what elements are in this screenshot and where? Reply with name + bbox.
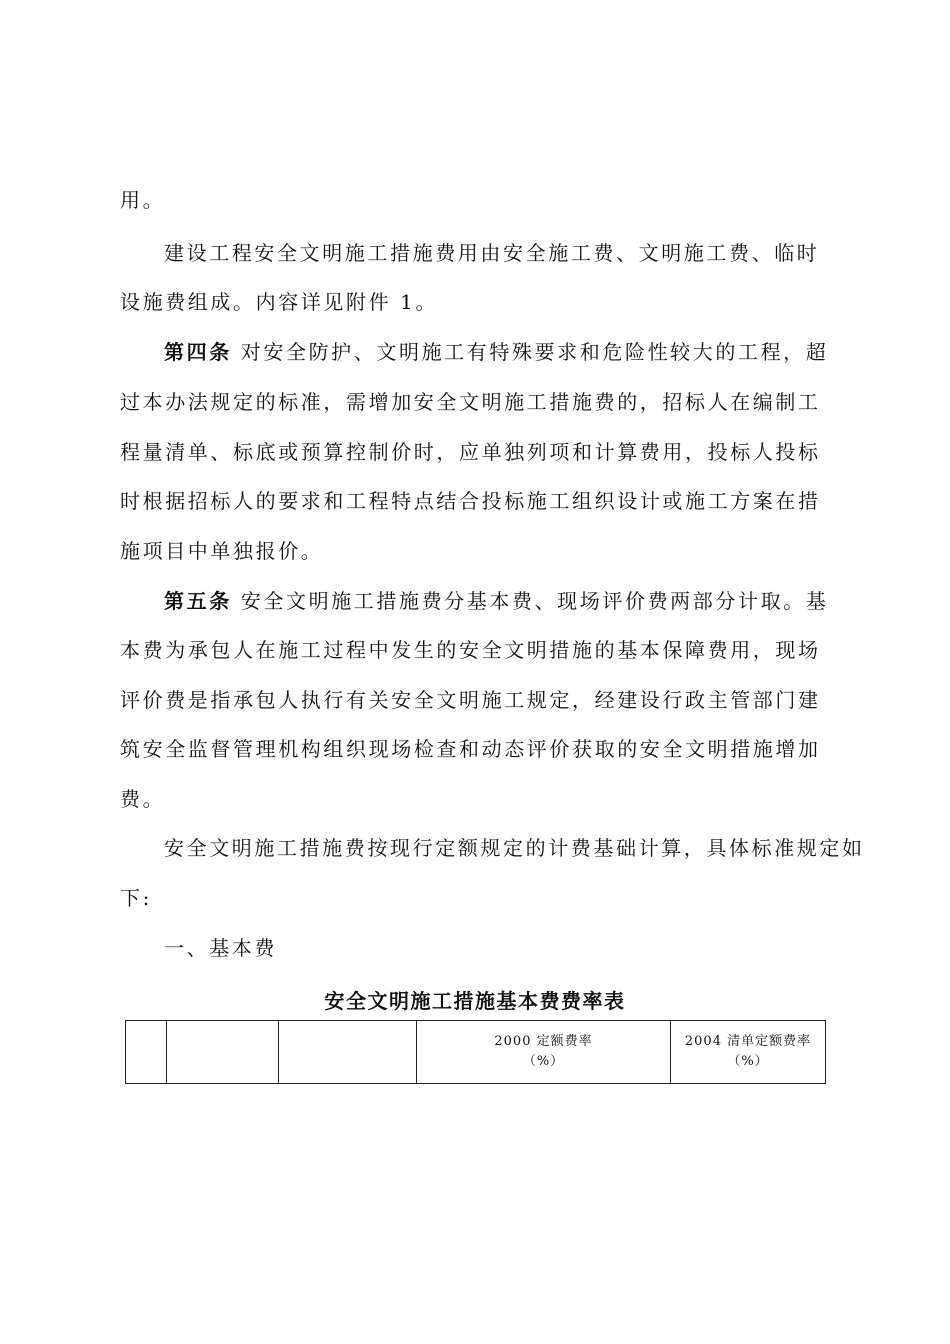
table-cell — [167, 1021, 279, 1084]
paragraph-line: 程量清单、标底或预算控制价时，应单独列项和计算费用，投标人投标 — [120, 440, 821, 464]
paragraph-line: 安全文明施工措施费按现行定额规定的计费基础计算，具体标准规定如 — [164, 836, 865, 860]
article-4-label: 第四条 — [164, 340, 232, 364]
paragraph-line: 施项目中单独报价。 — [120, 539, 324, 563]
section-heading: 一、基本费 — [164, 936, 277, 960]
paragraph-line: 本费为承包人在施工过程中发生的安全文明措施的基本保障费用，现场 — [120, 638, 821, 662]
paragraph-line: 设施费组成。内容详见附件 1。 — [120, 290, 439, 314]
header-text: 2000 定额费率 — [494, 1034, 593, 1049]
table-cell — [279, 1021, 417, 1084]
article-4-line — [164, 338, 832, 366]
article-5-text: 安全文明施工措施费分基本费、现场评价费两部分计取。基 — [231, 589, 829, 613]
paragraph-line: 用。 — [120, 188, 166, 212]
table-title: 安全文明施工措施基本费费率表 — [324, 989, 626, 1013]
paragraph-line: 建设工程安全文明施工措施费用由安全施工费、文明施工费、临时 — [164, 241, 820, 265]
paragraph-line: 下: — [120, 886, 152, 910]
paragraph-line: 评价费是指承包人执行有关安全文明施工规定，经建设行政主管部门建 — [120, 688, 821, 712]
paragraph-line: 时根据招标人的要求和工程特点结合投标施工组织设计或施工方案在措 — [120, 489, 821, 513]
header-unit: （%） — [522, 1054, 565, 1069]
table-header-2000-rate — [417, 1021, 671, 1084]
paragraph-line: 费。 — [120, 787, 166, 811]
article-5-line — [164, 587, 832, 615]
article-4-text: 对安全防护、文明施工有特殊要求和危险性较大的工程，超 — [231, 340, 829, 364]
paragraph-line: 过本办法规定的标准，需增加安全文明施工措施费的，招标人在编制工 — [120, 390, 821, 414]
table-header-row — [126, 1021, 826, 1084]
table-header-2004-rate — [671, 1021, 826, 1084]
paragraph-line: 筑安全监督管理机构组织现场检查和动态评价获取的安全文明措施增加 — [120, 737, 821, 761]
header-text: 2004 清单定额费率 — [684, 1034, 812, 1049]
article-5-label: 第五条 — [164, 589, 232, 613]
table-cell — [126, 1021, 167, 1084]
rate-table — [125, 1020, 826, 1084]
header-unit: （%） — [727, 1054, 769, 1069]
